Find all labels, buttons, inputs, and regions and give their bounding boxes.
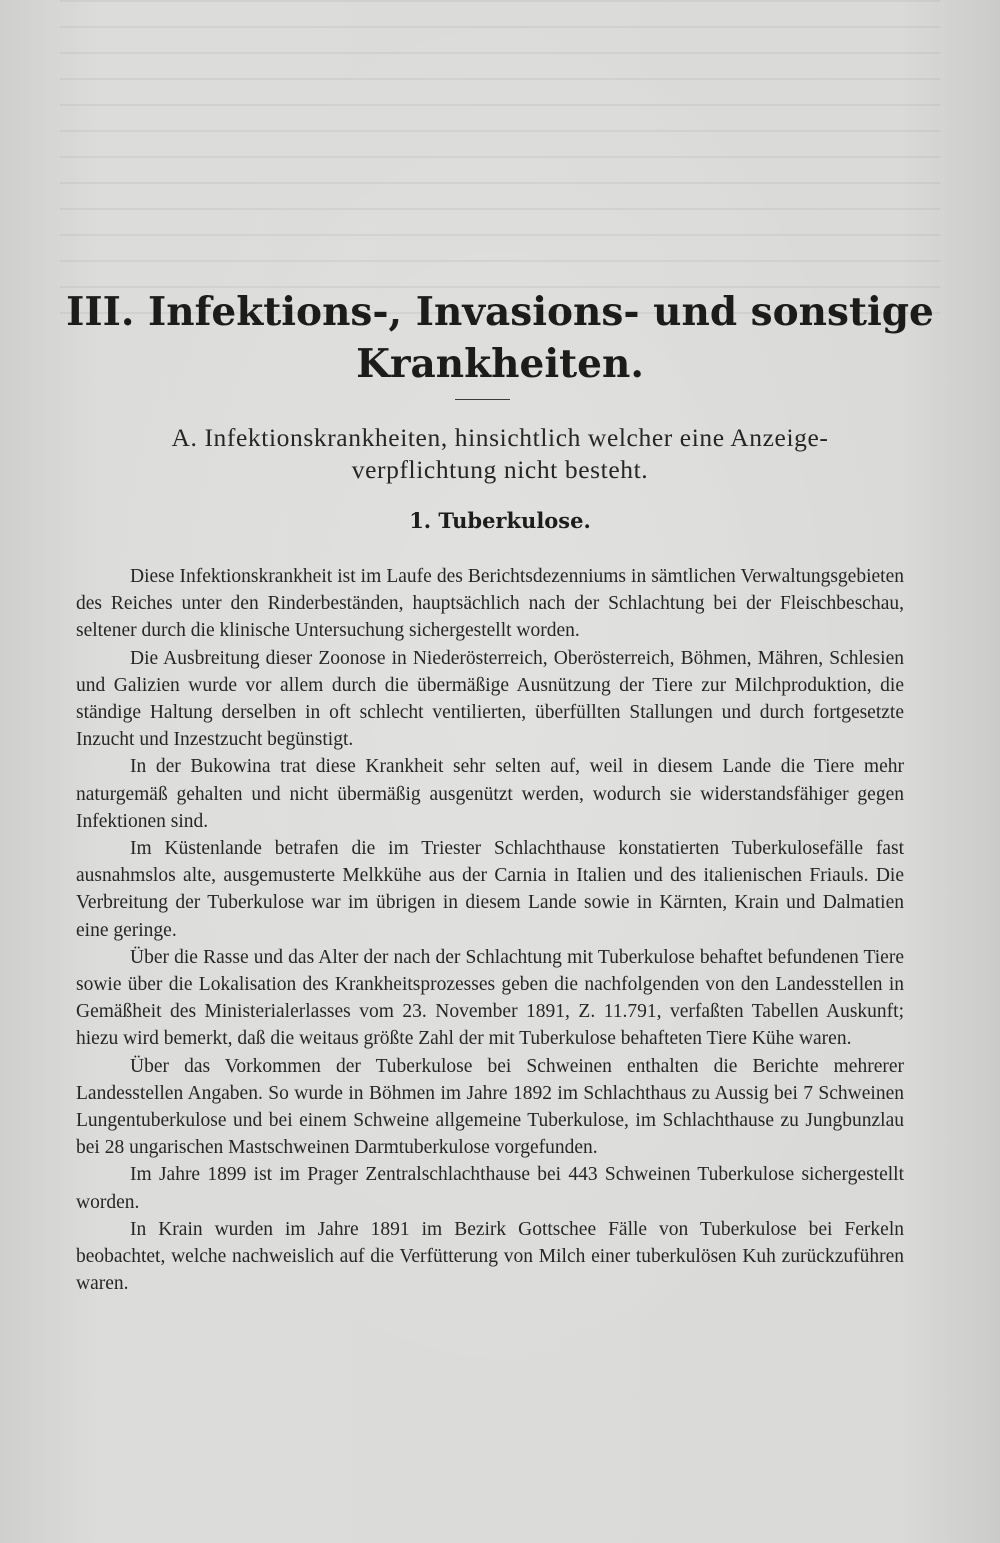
section-heading-line-2: verpflichtung nicht besteht. — [351, 455, 649, 484]
section-heading-line-1: A. Infektionskrankheiten, hinsichtlich welcher eine Anzeige- — [171, 423, 829, 452]
paragraph: In Krain wurden im Jahre 1891 im Bezirk Gottschee Fälle von Tuberkulose bei Ferkeln beobachtet, welche nachweislich auf die Verfütterung von Milch einer tuberkulösen Kuh zurückzuführen waren. — [76, 1218, 904, 1295]
chapter-title-line-2: Krankheiten. — [356, 341, 644, 387]
chapter-title-line-1: III. Infektions-, Invasions- und sonstige — [66, 289, 934, 335]
body-text — [76, 563, 904, 1297]
section-heading — [68, 422, 932, 486]
paragraph: Im Jahre 1899 ist im Prager Zentralschlachthause bei 443 Schweinen Tuberkulose sichergestellt worden. — [76, 1164, 904, 1213]
show-through-text-shadow — [60, 0, 940, 330]
chapter-title — [40, 286, 960, 390]
paragraph: Über die Rasse und das Alter der nach der Schlachtung mit Tuberkulose behaftet befundenen Tiere sowie über die Lokalisation des Krankheitsprozesses geben die nachfolgenden von den Landesstellen in Gemäßheit des Ministerialerlasses vom 23. November 1891, Z. 11.791, verfaßten Tabellen Auskunft; hiezu wird bemerkt, daß die weitaus größte Zahl der mit Tuberkulose behafteten Tiere Kühe waren. — [76, 946, 904, 1050]
paragraph: Diese Infektionskrankheit ist im Laufe des Berichtsdezenniums in sämtlichen Verwaltungsgebieten des Reiches unter den Rinderbeständen, hauptsächlich nach der Schlachtung bei der Fleischbeschau, seltener durch die klinische Untersuchung sichergestellt worden. — [76, 566, 904, 642]
paragraph: Im Küstenlande betrafen die im Triester Schlachthause konstatierten Tuberkulosefälle fast ausnahmslos alte, ausgemusterte Melkkühe aus der Carnia in Italien und des italienischen Friauls. Die Verbreitung der Tuberkulose war im übrigen in diesem Lande sowie in Kärnten, Krain und Dalmatien eine geringe. — [76, 838, 904, 941]
subsection-heading: 1. Tuberkulose. — [409, 508, 591, 533]
paragraph: In der Bukowina trat diese Krankheit sehr selten auf, weil in diesem Lande die Tiere mehr naturgemäß gehalten und nicht übermäßig ausgenützt werden, wodurch sie widerstandsfähiger gegen Infektionen sind. — [76, 756, 904, 832]
title-divider-rule — [455, 399, 510, 400]
paragraph: Die Ausbreitung dieser Zoonose in Niederösterreich, Oberösterreich, Böhmen, Mähren, Schlesien und Galizien wurde vor allem durch die übermäßige Ausnützung der Tiere zur Milchproduktion, die ständige Haltung derselben in oft schlecht ventilierten, überfüllten Stallungen und durch fortgesetzte Inzucht und Inzestzucht begünstigt. — [76, 647, 904, 751]
paragraph: Über das Vorkommen der Tuberkulose bei Schweinen enthalten die Berichte mehrerer Landesstellen Angaben. So wurde in Böhmen im Jahre 1892 im Schlachthaus zu Aussig bei 7 Schweinen Lungentuberkulose und bei einem Schweine allgemeine Tuberkulose, im Schlachthause zu Jungbunzlau bei 28 ungarischen Mastschweinen Darmtuberkulose vorgefunden. — [76, 1055, 904, 1159]
